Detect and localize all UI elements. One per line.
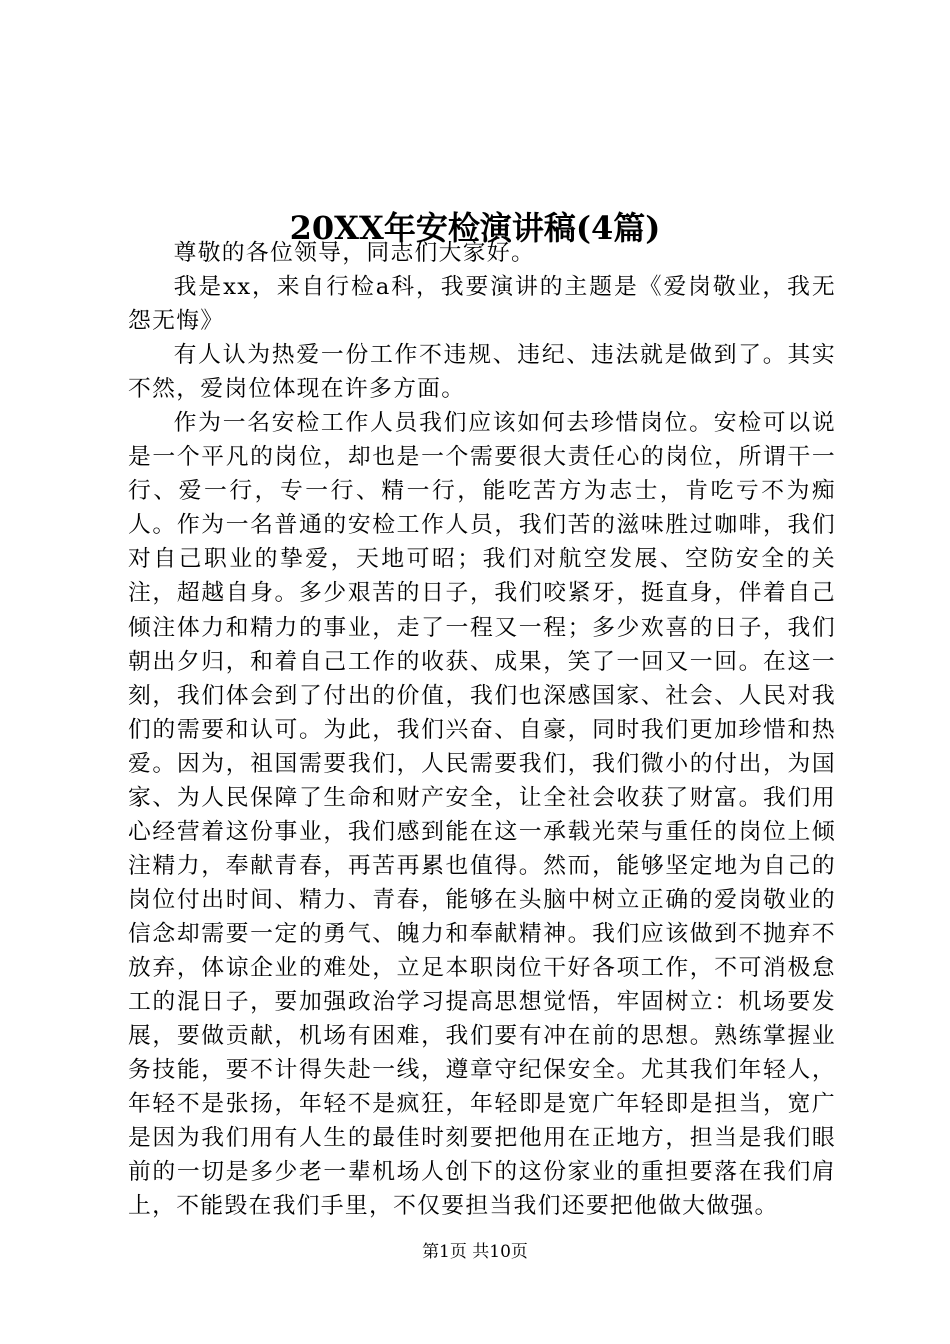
- paragraph-main-body: 作为一名安检工作人员我们应该如何去珍惜岗位。安检可以说是一个平凡的岗位，却也是一个需要很大责任心的岗位，所谓干一行、爱一行，专一行、精一行，能吃苦方为志士，肯吃亏不为痴人。作为一名普通的安检工作人员，我们苦的滋味胜过咖啡，我们对自己职业的挚爱，天地可昭；我们对航空发展、空防安全的关注，超越自身。多少艰苦的日子，我们咬紧牙，挺直身，伴着自己倾注体力和精力的事业，走了一程又一程；多少欢喜的日子，我们朝出夕归，和着自己工作的收获、成果，笑了一回又一回。在这一刻，我们体会到了付出的价值，我们也深感国家、社会、人民对我们的需要和认可。为此，我们兴奋、自豪，同时我们更加珍惜和热爱。因为，祖国需要我们，人民需要我们，我们微小的付出，为国家、为人民保障了生命和财产安全，让全社会收获了财富。我们用心经营着这份事业，我们感到能在这一承载光荣与重任的岗位上倾注精力，奉献青春，再苦再累也值得。然而，能够坚定地为自己的岗位付出时间、精力、青春，能够在头脑中树立正确的爱岗敬业的信念却需要一定的勇气、魄力和奉献精神。我们应该做到不抛弃不放弃，体谅企业的难处，立足本职岗位干好各项工作，不可消极怠工的混日子，要加强政治学习提高思想觉悟，牢固树立：机场要发展，要做贡献，机场有困难，我们要有冲在前的思想。熟练掌握业务技能，要不计得失赴一线，遵章守纪保安全。尤其我们年轻人，年轻不是张扬，年轻不是疯狂，年轻即是宽广年轻即是担当，宽广是因为我们用有人生的最佳时刻要把他用在正地方，担当是我们眼前的一切是多少老一辈机场人创下的这份家业的重担要落在我们肩上，不能毁在我们手里，不仅要担当我们还要把他做大做强。: [128, 410, 836, 1220]
- page-footer: 第1页 共10页: [422, 1242, 528, 1262]
- document-title: 20XX年安检演讲稿(4篇): [289, 209, 661, 248]
- paragraph-opinion: 有人认为热爱一份工作不违规、违纪、违法就是做到了。其实不然，爱岗位体现在许多方面。: [128, 342, 836, 403]
- paragraph-introduction: 我是xx，来自行检a科，我要演讲的主题是《爱岗敬业，我无怨无悔》: [128, 274, 836, 335]
- paragraph-greeting: 尊敬的各位领导，同志们大家好。: [173, 240, 536, 266]
- document-body: [128, 236, 836, 1223]
